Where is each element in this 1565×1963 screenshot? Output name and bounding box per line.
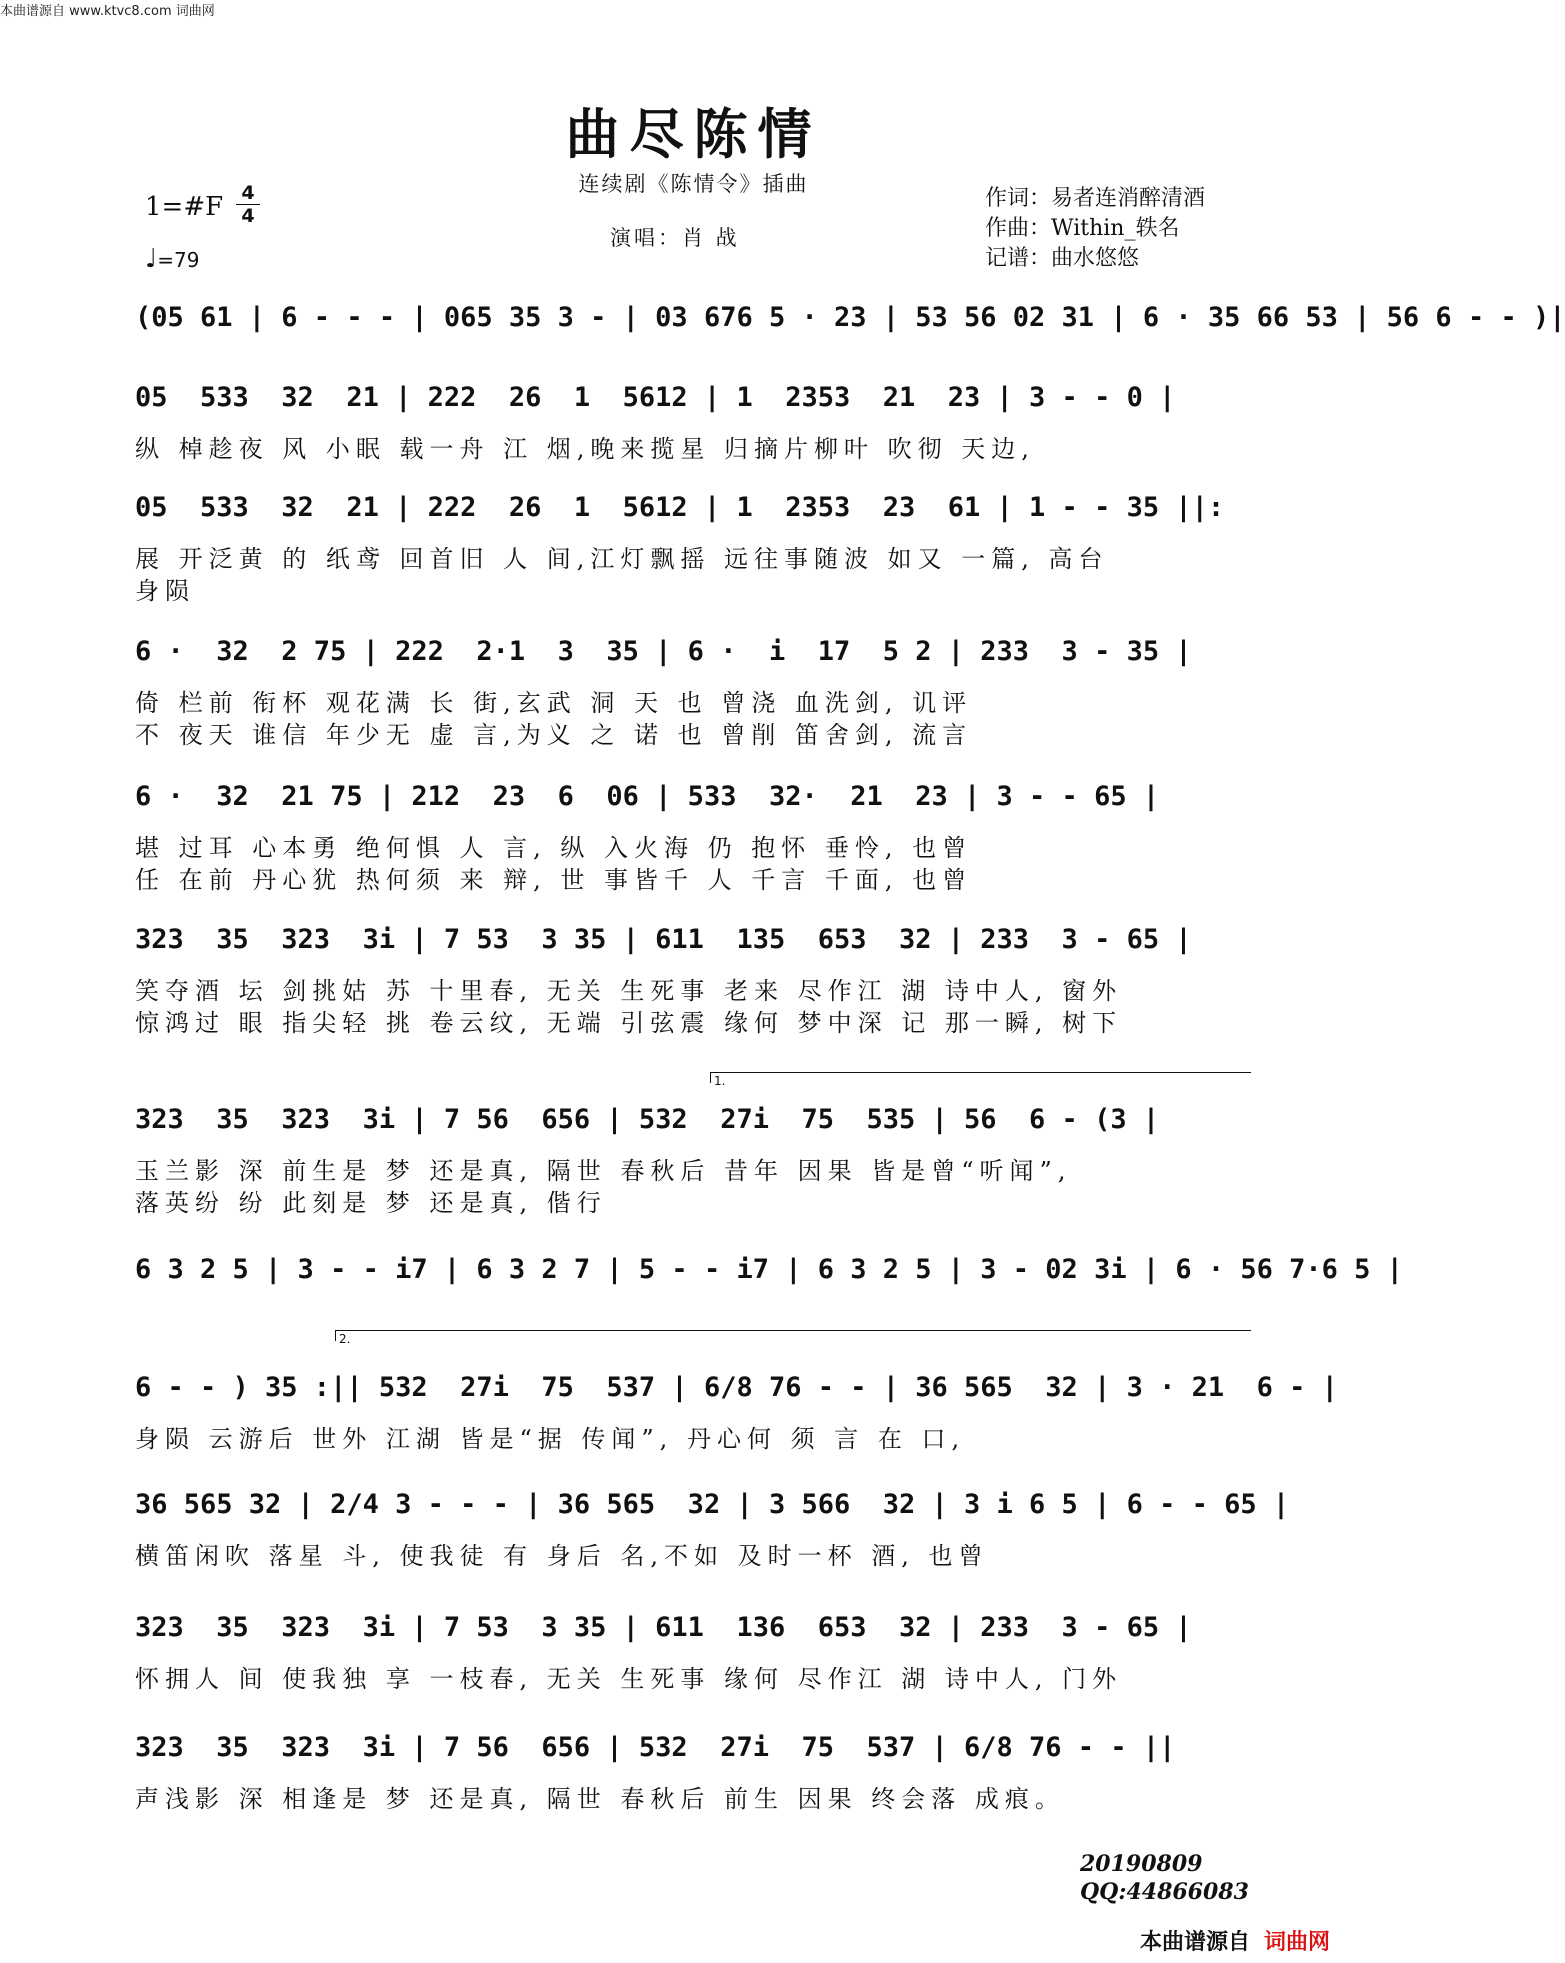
lyric-line: 身陨 (135, 577, 195, 605)
key-signature: 1=#F (145, 192, 224, 222)
watermark-bottom (1140, 1925, 1330, 1956)
lyric-line: 怀拥人 间 使我独 享 一枝春, 无关 生死事 缘何 尽作江 湖 诗中人, 门外 (135, 1665, 1123, 1693)
transcriber-credit: 记谱：曲水悠悠 (985, 246, 1140, 271)
notation-line: 36 565 32 | 2/4 3 - - - | 36 565 32 | 3 566 32 | 3 i 6 5 | 6 - - 65 | (135, 1489, 1290, 1520)
singer-credit: 演唱：肖 战 (610, 226, 740, 250)
volta-1-bracket (710, 1072, 1251, 1088)
tempo-marking (145, 244, 199, 274)
watermark-source: 本曲谱源自 (1140, 1930, 1251, 1955)
notation-line: 6 · 32 2 75 | 222 2·1 3 35 | 6 · i 17 5 2 | 233 3 - 35 | (135, 636, 1192, 667)
notation-line: 323 35 323 3i | 7 56 656 | 532 27i 75 537 | 6/8 76 - - || (135, 1732, 1176, 1763)
time-signature-bottom: 4 (241, 205, 255, 227)
lyric-line: 倚 栏前 衔杯 观花满 长 街,玄武 洞 天 也 曾浇 血洗剑, 讥评 (135, 689, 973, 717)
notation-line: 323 35 323 3i | 7 53 3 35 | 611 136 653 32 | 233 3 - 65 | (135, 1612, 1192, 1643)
quarter-note-icon: ♩ (145, 244, 158, 274)
lyricist-credit: 作词：易者连消醉清酒 (985, 186, 1206, 211)
song-title: 曲尽陈情 (565, 102, 822, 166)
notation-line: 323 35 323 3i | 7 56 656 | 532 27i 75 535 | 56 6 - (3 | (135, 1104, 1160, 1135)
credits-block (985, 184, 1205, 274)
notation-line: 6 · 32 21 75 | 212 23 6 06 | 533 32· 21 23 | 3 - - 65 | (135, 781, 1160, 812)
date-stamp (1080, 1850, 1249, 1906)
lyric-line: 任 在前 丹心犹 热何须 来 辩, 世 事皆千 人 千言 千面, 也曾 (135, 866, 973, 894)
lyric-line: 横笛闲吹 落星 斗, 使我徒 有 身后 名,不如 及时一杯 酒, 也曾 (135, 1542, 989, 1570)
lyric-line: 声浅影 深 相逢是 梦 还是真, 隔世 春秋后 前生 因果 终会落 成痕。 (135, 1785, 1065, 1813)
volta-2-bracket (335, 1330, 1251, 1346)
watermark-top: 本曲谱源自 www.ktvc8.com 词曲网 (0, 4, 215, 19)
notation-line: 6 - - ) 35 :|| 532 27i 75 537 | 6/8 76 - - | 36 565 32 | 3 · 21 6 - | (135, 1372, 1338, 1403)
lyric-line: 纵 棹趁夜 风 小眠 载一舟 江 烟,晚来揽星 归摘片柳叶 吹彻 天边, (135, 435, 1035, 463)
notation-line: 323 35 323 3i | 7 53 3 35 | 611 135 653 32 | 233 3 - 65 | (135, 924, 1192, 955)
qq-contact: QQ:44866083 (1080, 1879, 1249, 1905)
lyric-line: 笑夺酒 坛 剑挑姑 苏 十里春, 无关 生死事 老来 尽作江 湖 诗中人, 窗外 (135, 977, 1123, 1005)
lyric-line: 惊鸿过 眼 指尖轻 挑 卷云纹, 无端 引弦震 缘何 梦中深 记 那一瞬, 树下 (135, 1009, 1123, 1037)
lyric-line: 不 夜天 谁信 年少无 虚 言,为义 之 诺 也 曾削 笛舍剑, 流言 (135, 721, 973, 749)
tempo-value: =79 (157, 248, 200, 272)
notation-line: 6 3 2 5 | 3 - - i7 | 6 3 2 7 | 5 - - i7 | 6 3 2 5 | 3 - 02 3i | 6 · 56 7·6 5 | (135, 1254, 1403, 1285)
time-signature (236, 182, 260, 227)
song-subtitle: 连续剧《陈情令》插曲 (578, 172, 809, 196)
transcription-date: 20190809 (1080, 1851, 1203, 1877)
lyric-line: 展 开泛黄 的 纸鸢 回首旧 人 间,江灯飘摇 远往事随波 如又 一篇, 高台 (135, 545, 1109, 573)
lyric-line: 身陨 云游后 世外 江湖 皆是“据 传闻”, 丹心何 须 言 在 口, (135, 1425, 966, 1453)
notation-line: 05 533 32 21 | 222 26 1 5612 | 1 2353 21 23 | 3 - - 0 | (135, 382, 1176, 413)
lyric-line: 落英纷 纷 此刻是 梦 还是真, 偕行 (135, 1189, 607, 1217)
notation-line: 05 533 32 21 | 222 26 1 5612 | 1 2353 23 61 | 1 - - 35 ||: (135, 492, 1225, 523)
volta-1-label: 1. (714, 1074, 726, 1088)
watermark-site: 词曲网 (1264, 1930, 1331, 1955)
lyric-line: 堪 过耳 心本勇 绝何惧 人 言, 纵 入火海 仍 抱怀 垂怜, 也曾 (135, 834, 973, 862)
time-signature-top: 4 (241, 182, 255, 204)
notation-line: (05 61 | 6 - - - | 065 35 3 - | 03 676 5 · 23 | 53 56 02 31 | 6 · 35 66 53 | 56 6 - - )| (135, 302, 1565, 333)
composer-credit: 作曲：Within_轶名 (985, 216, 1180, 241)
lyric-line: 玉兰影 深 前生是 梦 还是真, 隔世 春秋后 昔年 因果 皆是曾“听闻”, (135, 1157, 1072, 1185)
volta-2-label: 2. (339, 1332, 351, 1346)
